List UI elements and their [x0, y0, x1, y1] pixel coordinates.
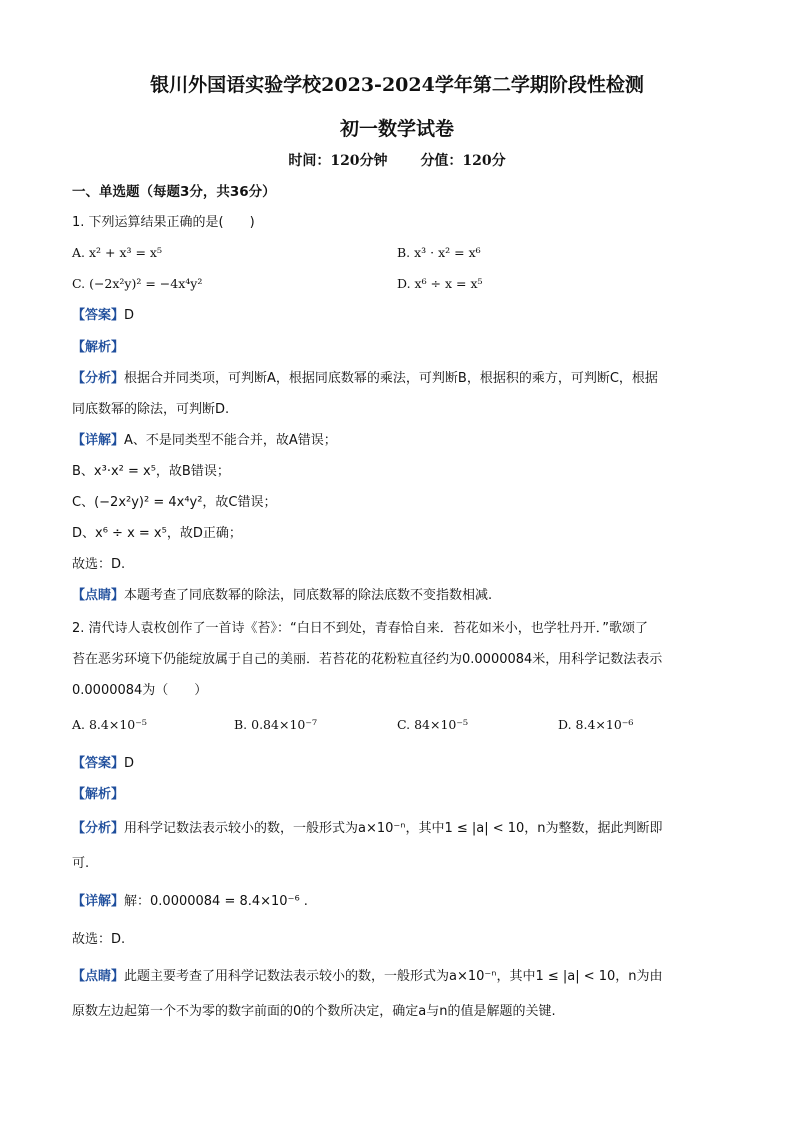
- q2-option-b: B. 0.84×10⁻⁷: [234, 717, 317, 732]
- exam-meta: [0, 150, 794, 170]
- q2-stem-2: 苔在恶劣环境下仍能绽放属于自己的美丽．若苔花的花粉粒直径约为0.0000084米，用科学记数法表示: [72, 652, 663, 667]
- q1-detail-a: [72, 432, 337, 450]
- exam-title: 银川外国语实验学校2023-2024学年第二学期阶段性检测: [150, 74, 644, 96]
- detail-tag: 【详解】: [72, 433, 125, 448]
- answer-tag: 【答案】: [72, 308, 125, 323]
- q1-fenxi-1: [72, 370, 658, 388]
- q2-choose: 故选：D.: [72, 932, 126, 947]
- q1-comment: [72, 587, 492, 605]
- analysis-tag: 【解析】: [72, 787, 125, 802]
- answer-value: D: [124, 308, 135, 323]
- detail-text: 解：0.0000084 = 8.4×10⁻⁶ .: [124, 894, 308, 909]
- q2-option-a: A. 8.4×10⁻⁵: [72, 717, 147, 732]
- analysis-tag: 【解析】: [72, 340, 125, 355]
- comment-text: 本题考查了同底数幂的除法，同底数幂的除法底数不变指数相减.: [124, 588, 493, 603]
- q2-detail: [72, 893, 308, 911]
- q2-answer: [72, 755, 134, 773]
- exam-score: 分值：120分: [420, 153, 506, 169]
- q1-choose: 故选：D.: [72, 557, 126, 572]
- q1-stem: 1. 下列运算结果正确的是( ): [72, 215, 255, 230]
- q1-option-b: B. x³ · x² = x⁶: [397, 245, 481, 260]
- q2-option-c: C. 84×10⁻⁵: [397, 717, 468, 732]
- q2-option-d: D. 8.4×10⁻⁶: [558, 717, 634, 732]
- fenxi-text: 用科学记数法表示较小的数，一般形式为a×10⁻ⁿ，其中1 ≤ |a| < 10，n为整数，据此判断即: [124, 821, 663, 836]
- fenxi-text: 根据合并同类项，可判断A，根据同底数幂的乘法，可判断B，根据积的乘方，可判断C，根据: [124, 371, 658, 386]
- exam-subtitle: 初一数学试卷: [339, 118, 454, 140]
- q2-comment-1: [72, 968, 663, 986]
- q1-detail-d: D、x⁶ ÷ x = x⁵，故D正确；: [72, 526, 242, 541]
- q2-stem-1: 2. 清代诗人袁枚创作了一首诗《苔》：“白日不到处，青春恰自来．苔花如米小，也学牡丹开．”歌颂了: [72, 621, 649, 636]
- q1-option-d: D. x⁶ ÷ x = x⁵: [397, 276, 483, 291]
- comment-text: 此题主要考查了用科学记数法表示较小的数，一般形式为a×10⁻ⁿ，其中1 ≤ |a| < 10，n为由: [124, 969, 663, 984]
- comment-tag: 【点睛】: [72, 969, 125, 984]
- q1-option-c: C. (−2x²y)² = −4x⁴y²: [72, 276, 203, 291]
- q1-option-a: A. x² + x³ = x⁵: [72, 245, 162, 260]
- q2-fenxi-1: [72, 820, 663, 838]
- fenxi-tag: 【分析】: [72, 821, 125, 836]
- detail-tag: 【详解】: [72, 894, 125, 909]
- q1-answer: [72, 307, 134, 325]
- detail-text: A、不是同类型不能合并，故A错误；: [124, 433, 337, 448]
- q2-fenxi-2: 可.: [72, 856, 90, 871]
- answer-value: D: [124, 756, 135, 771]
- q2-stem-3: 0.0000084为（ ）: [72, 683, 208, 698]
- q2-analysis: [72, 786, 124, 804]
- q2-comment-2: 原数左边起第一个不为零的数字前面的0的个数所决定，确定a与n的值是解题的关键.: [72, 1004, 556, 1019]
- section-heading: 一、单选题（每题3分，共36分）: [72, 184, 276, 200]
- q1-fenxi-2: 同底数幂的除法，可判断D.: [72, 402, 230, 417]
- answer-tag: 【答案】: [72, 756, 125, 771]
- exam-time: 时间：120分钟: [288, 153, 388, 169]
- q1-detail-b: B、x³·x² = x⁵，故B错误；: [72, 464, 230, 479]
- fenxi-tag: 【分析】: [72, 371, 125, 386]
- q1-analysis: [72, 339, 124, 357]
- comment-tag: 【点睛】: [72, 588, 125, 603]
- q1-detail-c: C、(−2x²y)² = 4x⁴y²，故C错误；: [72, 495, 277, 510]
